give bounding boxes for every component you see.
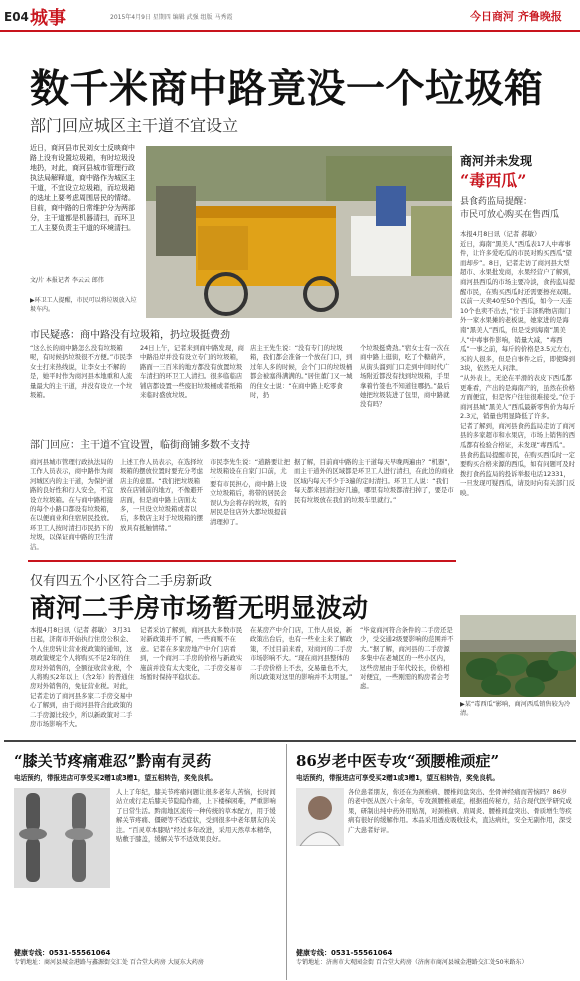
ad-left-body: 人上了年纪，膝关节疼痛问题让很多老年人苦恼，长时间站立或行走后膝关节隐隐作痛，上下楼梯困难，严重影响了日常生活。黔南地区流传一种传统的草本配方，用于缓解关节疼痛、僵硬等不适症状，受到很多中老年朋友的关注。“百灵草本膝贴”经过多年改进，采用天然草本精华，贴敷于膝盖，缓解关节不适效果良好。 [116, 788, 276, 844]
sidebar-headline-line2: “毒西瓜” [460, 171, 527, 190]
ad-right-subtitle: 电话预约，带报进店可享受买2赠1或3赠1，望互相转告，奖免良机。 [296, 774, 499, 782]
section2-col2: 上述工作人员表示，在选择垃圾箱的摆放位置时要充分考虑店主的意愿。“我们把垃圾箱放在店铺前的地方，不像避开店面，但是商中路上店面太多，一旦设立垃圾箱或者以后，多数店主对于垃圾箱的摆放具有抵触情绪。” [120, 458, 204, 532]
housing-col3: 在某房产中介门店，工作人员说，新政策出台后，也有一些业主来了解政策，不过目前来看，对商河的二手房市场影响不大。“现在商河县整体的二手房价格上不去，交易量也不大，所以政策对这里的影响并不太明显。” [250, 626, 353, 682]
section1-col1: “这么长的商中路怎么没有垃圾箱呢，有时候扔垃圾很不方便。”市民李女士打来热线说，让李女士不解的是，她平时作为商河县本地重和人流量最大的主干道，并没有设立一个垃圾箱。 [30, 344, 133, 400]
sidebar-headline-line1: 商河并未发现 [460, 154, 533, 168]
ads-divider [4, 740, 576, 742]
section1-col3: 店主王先生说：“没有专门的垃圾箱，我们都会准备一个放在门口，到过年人多的时候，会个门口的垃圾桶都会被塞得满满的。”居住董门又一城的住女士说：“在商中路上吃零食时，扔 [250, 344, 353, 400]
knee-xray-image [14, 788, 110, 888]
byline: 文/片 本报记者 李云云 郎伟 [30, 277, 104, 284]
section2-title-text: 部门回应：主干道不宜设置，临街商铺多数不支持 [30, 440, 250, 451]
sidebar-paragraph: 以前一天卖40至50个西瓜，如今一天连10个也卖不出去，”位于丰泽购物店南门外一家水果摊的老板说，她家进的是海南“黑美人”西瓜，但是受到海南“黑美人”中毒事件影响，销量大减，“毒西瓜”一事之前，每斤的价格是3.5元左右，买的人很多，但是自事件之后，即使降到3块，依然无人问津。 [460, 297, 576, 373]
sidebar-body [460, 230, 576, 610]
ad-left-address: 专销地址：商河县城金港路与鑫源街交汇处 百合堂大药房 大厦东大药房 [14, 959, 204, 966]
sidebar-subheadline-line1: 县食药监局提醒： [460, 197, 533, 207]
housing-kicker: 仅有四五个小区符合二手房新政 [30, 574, 213, 589]
section2-col3a: 市民李先生说：“道路要让把垃圾箱设在自家门口前，尤 [210, 458, 290, 476]
section2-col3b: 要有市民担心，商中路上设立垃圾箱后，将带的居民会误认为会将存的垃圾，有的居民是往店外大都垃圾提前清理掉了。 [210, 480, 287, 526]
ad-right-body: 各位患者朋友，你还在为颈椎病、腰椎间盘突出、坐骨神经痛而苦恼吗？86岁的老中医从医六十余年，专攻颈腰椎顽症，根据祖传秘方，结合现代医学研究成果，研制出纯中药外用贴剂，对颈椎病、肩周炎、腰椎间盘突出、骨质增生等疾病有很好的缓解作用。本品采用透皮吸收技术，直达病灶，安全无副作用，深受广大患者好评。 [348, 788, 572, 834]
main-photo [146, 146, 452, 318]
section2-col1: 商河县城市管理行政执法局的工作人员表示，商中路作为商河城区内的主干道，为保护道路的良好性和行人安全，不宜设立垃圾箱。在与商中路相接的每个小路口都设有垃圾箱，在以便商业和住宿居民投放。环卫工人按时清扫市民扔下的垃圾，以保证商中路的卫生清洁。 [30, 458, 114, 551]
sidebar-paragraph: 县食药监局提醒市民，在购买西瓜时一定要购买合格来源的西瓜，如有问题可及时拨打食药监局的投诉举报电话12331，一旦发现可疑西瓜，请及时向有关部门反映。 [460, 450, 576, 498]
ad-right-title: 86岁老中医专攻“颈腰椎顽症” [296, 752, 500, 770]
newspaper-logo: 今日商河 齐鲁晚报 [470, 10, 562, 23]
ad-right [292, 744, 576, 980]
ad-right-phone: 健康专线：0531-55561064 [296, 949, 393, 957]
photo-caption: ▶环卫工人提醒，市民可以将垃圾放入垃圾车内。 [30, 297, 137, 314]
story-divider [28, 560, 456, 562]
housing-col4: “毕竟商河符合条件的二手房还是少，受交通2级要影响的范围并不大。”据了解，商河县的二手房源多集中在老城区的一些小区内，这些房屋由于年代较长，价格相对便宜，一些刚需的购房者会考虑。 [360, 626, 454, 691]
section1-title [30, 326, 230, 341]
sidebar-paragraph: 本报4月8日讯（记者 郝敏） [460, 230, 541, 238]
section-name: 城事 [30, 8, 66, 29]
sidebar-paragraph: 记者了解到，商河县食药监局走访了商河县的多家超市和水果店，市场上销售的西瓜都有检验合格证，未发现“毒西瓜”。 [460, 421, 576, 450]
section2-title [30, 436, 250, 451]
main-headline: 数千米商中路竟没一个垃圾箱 [30, 66, 544, 112]
main-subheadline: 部门回应城区主干道不宜设立 [30, 116, 239, 135]
section1-col2: 24日上午，记者来到商中路发现，商中路沿岸并没有设立专门的垃圾箱，路面一三百米的地方都没有放置垃圾车清扫的环卫工人清扫。很多临临店铺店都设置一些废旧垃圾桶或者纸箱来临时盛放垃圾。 [140, 344, 244, 400]
edition-info: 2015年4月9日 星期四 编辑 武强 组版 马秀霞 [110, 14, 233, 21]
ad-left [4, 744, 287, 980]
housing-col2: 记者采访了解到，商河县大多数市民对新政策并不了解，一些商贩不在意。记者在多家房地产中介门店看到，一个商河二手房的价格与新政实施前并没有太大变化，二手房交易市场暂时保持平稳状态。 [140, 626, 243, 682]
watermelon-photo-caption: ▶某“毒西瓜”影响，商河西瓜销售较为冷清。 [460, 701, 571, 718]
doctor-portrait [296, 788, 344, 846]
housing-col1: 本报4月8日讯（记者 郝敏） 3月31日起，济南市开始执行住房公积金、个人住房转让营业税政策的通知，这项政策规定个人将购买不足2年的住房对外销售的，全额征收营业税，个人将购买2年以上（含2年）的普通住房对外销售的，免征营业税。对此，记者走访了商河县多家二手房交易中心了解到，由于商河县符合此政策的二手房源比较少，所以新政策对二手房市场影响不大。 [30, 626, 134, 729]
sidebar-subheadline-line2: 市民可放心购买在售西瓜 [460, 210, 560, 220]
ad-right-address: 专销地址：济南市大观园金街 百合堂大药房（济南市商河县城金港路交汇处50米路东） [296, 959, 528, 966]
ad-left-title: “膝关节疼痛难忍”黔南有灵药 [14, 752, 212, 770]
ad-left-phone: 健康专线：0531-55561064 [14, 949, 111, 957]
lead-paragraph: 近日，商河县市民刘女士反映商中路上没有设置垃圾箱，有时垃圾没地扔，对此，商河县城市管理行政执法局解释道，商中路作为城区主干道，不宜设立垃圾箱，而垃圾箱的选址上要考虑周围居民的情绪。目前，商中路的日常维护分为两部分，主干道都是机器清扫，而环卫工人主要负责主干道的环境清扫。 [30, 144, 135, 232]
page-number: E04 [4, 10, 29, 24]
section1-title-text: 市民疑惑：商中路没有垃圾箱，扔垃圾挺费劲 [30, 330, 230, 341]
page-header [0, 0, 580, 32]
housing-headline: 商河二手房市场暂无明显波动 [30, 594, 369, 624]
ad-left-subtitle: 电话预约，带报进店可享受买2赠1或3赠1，望五相转告，奖免良机。 [14, 774, 217, 782]
section2-col4: 据了解，目前商中路的主干道每天早晚两遍由？“机器”，而主干道外的区域都是环卫工人进行清扫，在此边的商业区域内每天不少于3遍的定时清扫。环卫工人说：“我们每天都来回清扫好几遍，哪里有垃圾都清扫掉了，要是市民有垃圾放在我们的垃圾车里就行。” [294, 458, 454, 504]
watermelon-photo [460, 615, 576, 697]
sidebar-paragraph: 近日，海南“黑美人”西瓜表17人中毒事件，让许多爱吃瓜的市民对购买西瓜“望而却步”。8日，记者走访了商河县大型超市、水果批发商，水果经营户了解到，商河县西瓜的市场主要冷淡，食药监局提醒市民，在购买西瓜时还需要擦亮双眼。 [460, 239, 576, 296]
sidebar-paragraph: “从外表上，无论在平滑的表皮下西瓜都更难看，产出的是海南产的，虽然在价格方面便宜，但是客户往往很难接受。”位于商河县城“黑美人”西瓜最新零售价为每斤2.3元，销量也明显降低了许多。 [460, 373, 576, 421]
section1-col4: 个垃圾挺费劲。”宿女士有一次在商中路上逛街，吃了个糖葫芦，从街头溜到门口走到中间时代广场附近都没有找到垃圾箱，手里拿着竹签也不知道往哪扔。”最后她把垃圾装进了包里，商中路就没有吗？ [360, 344, 450, 409]
